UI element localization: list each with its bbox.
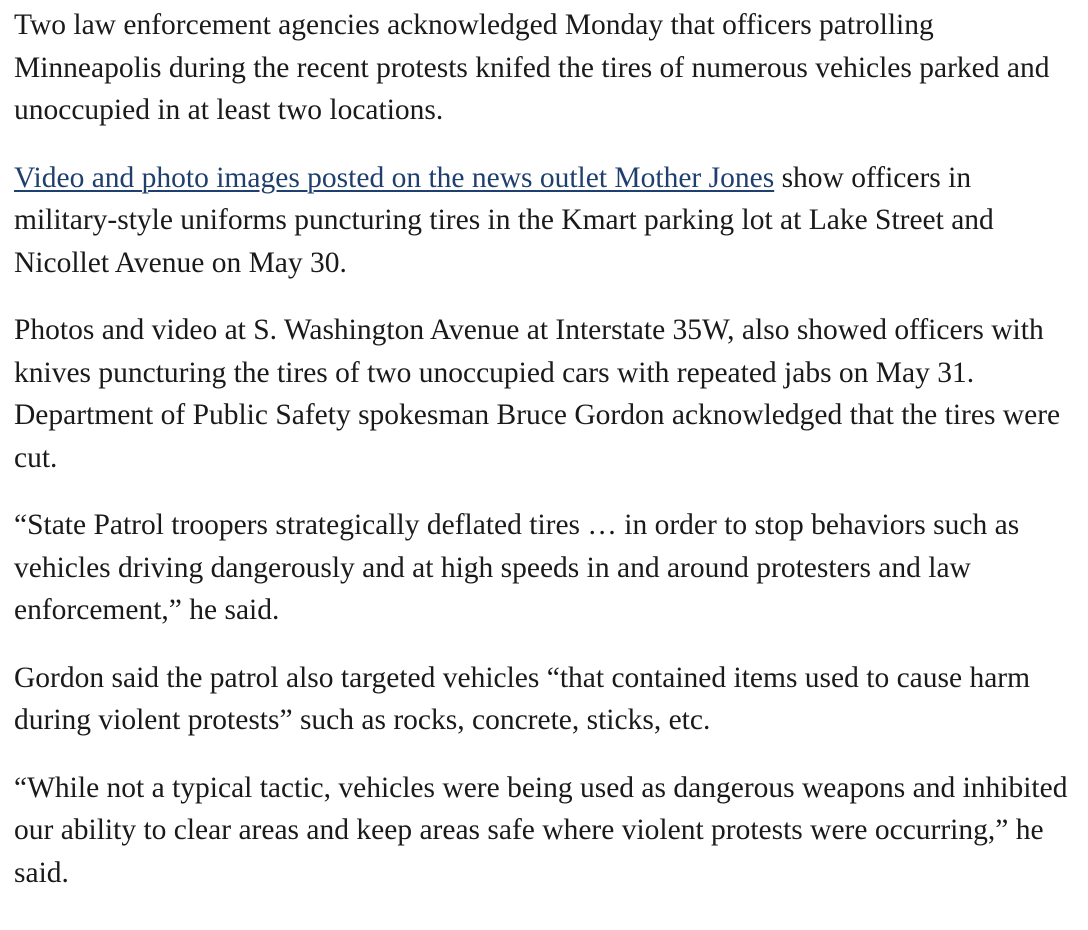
paragraph-2 [14, 157, 1074, 285]
article-body [14, 4, 1074, 894]
paragraph-5-text: Gordon said the patrol also targeted vehicles “that contained items used to cause harm during violent protests” such as rocks, concrete, sticks, etc. [14, 661, 1031, 736]
mother-jones-link[interactable]: Video and photo images posted on the news outlet Mother Jones [14, 161, 775, 194]
paragraph-3 [14, 309, 1074, 479]
paragraph-2-text: show officers in military-style uniforms puncturing tires in the Kmart parking lot at Lake Street and Nicollet Avenue on May 30. [14, 161, 994, 279]
paragraph-1 [14, 4, 1074, 132]
paragraph-6-text: “While not a typical tactic, vehicles were being used as dangerous weapons and inhibited our ability to clear areas and keep areas safe where violent protests were occurring,” he said. [14, 771, 1068, 889]
paragraph-3-text: Photos and video at S. Washington Avenue at Interstate 35W, also showed officers with knives puncturing the tires of two unoccupied cars with repeated jabs on May 31. Department of Public Safety spokesman Bruce Gordon acknowledged that the tires were cut. [14, 314, 1061, 474]
paragraph-1-text: Two law enforcement agencies acknowledged Monday that officers patrolling Minneapolis during the recent protests knifed the tires of numerous vehicles parked and unoccupied in at least two locations. [14, 9, 1050, 126]
paragraph-4-text: “State Patrol troopers strategically deflated tires … in order to stop behaviors such as vehicles driving dangerously and at high speeds in and around protesters and law enforcement,” he said. [14, 509, 1020, 626]
paragraph-6 [14, 767, 1074, 895]
paragraph-5 [14, 657, 1074, 742]
paragraph-4 [14, 504, 1074, 632]
